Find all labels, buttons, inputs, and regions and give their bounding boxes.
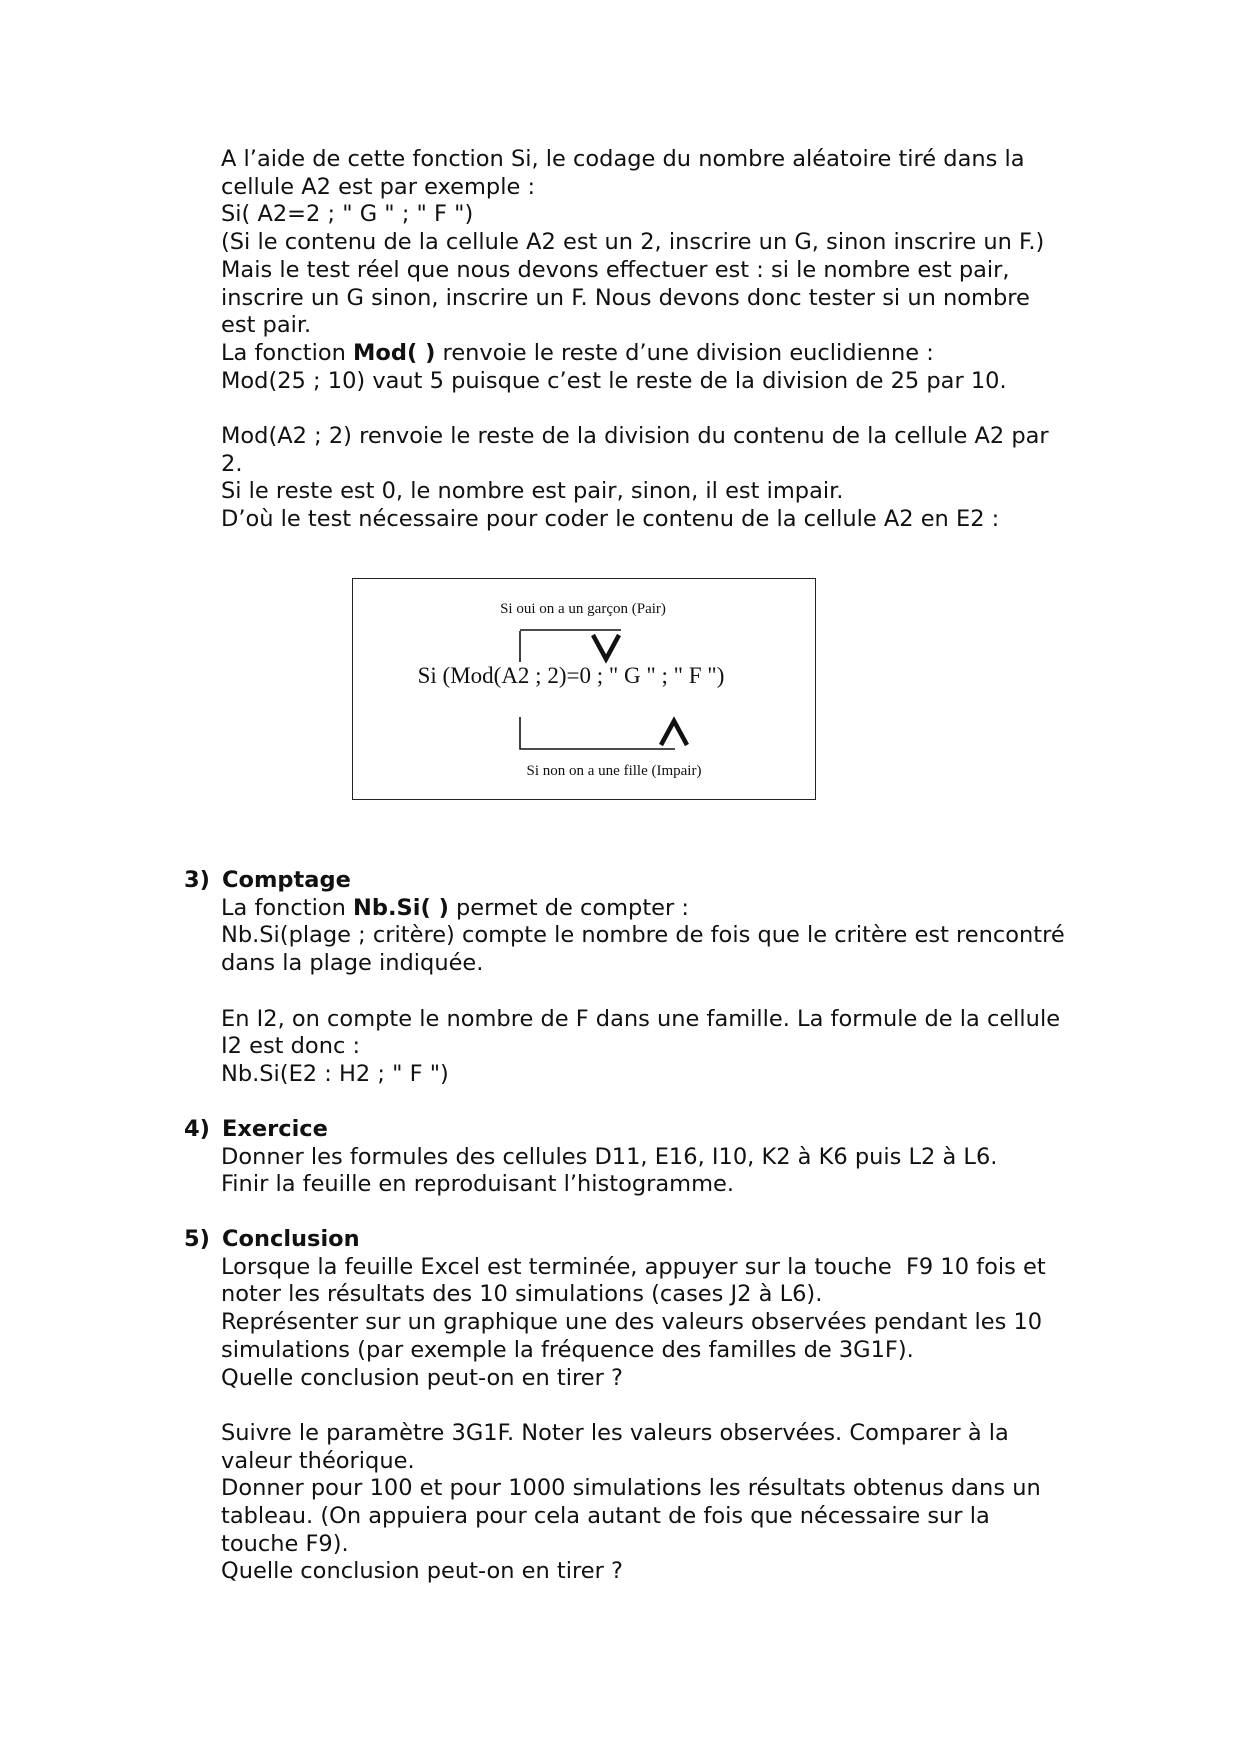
text-line: I2 est donc : [221, 1033, 361, 1060]
section-heading: 3) Comptage [184, 867, 351, 893]
formula-diagram [352, 578, 816, 800]
text-span: permet de compter : [448, 894, 689, 921]
text-span: La fonction [221, 339, 354, 366]
text-line: 2. [221, 450, 243, 477]
text-line: inscrire un G sinon, inscrire un F. Nous devons donc tester si un nombre [221, 284, 1030, 311]
text-line [221, 895, 1124, 923]
text-line: simulations (par exemple la fréquence des familles de 3G1F). [221, 1336, 914, 1363]
diagram-formula: Si (Mod(A2 ; 2)=0 ; " G " ; " F ") [417, 663, 725, 688]
text-line: Nb.Si(E2 : H2 ; " F ") [221, 1060, 449, 1087]
text-span: renvoie le reste d’une division euclidienne : [435, 339, 934, 366]
function-name-nbsi: Nb.Si( ) [353, 894, 449, 921]
text-span: La fonction [221, 894, 354, 921]
text-line: Mais le test réel que nous devons effectuer est : si le nombre est pair, [221, 256, 1010, 283]
text-line: tableau. (On appuiera pour cela autant de fois que nécessaire sur la [221, 1503, 990, 1530]
bottom-bracket-line [520, 717, 675, 749]
diagram-bottom-label: Si non on a une fille (Impair) [526, 763, 702, 779]
text-line: Si le reste est 0, le nombre est pair, sinon, il est impair. [221, 478, 844, 505]
section-exercice [184, 1116, 1124, 1199]
text-line: cellule A2 est par exemple : [221, 173, 536, 200]
text-line: (Si le contenu de la cellule A2 est un 2, inscrire un G, sinon inscrire un F.) [221, 229, 1045, 256]
text-line: Donner pour 100 et pour 1000 simulations les résultats obtenus dans un [221, 1475, 1041, 1502]
text-line: Nb.Si(plage ; critère) compte le nombre de fois que le critère est rencontré [221, 922, 1065, 949]
text-line: est pair. [221, 312, 312, 339]
text-line: touche F9). [221, 1530, 349, 1557]
function-name-mod: Mod( ) [353, 339, 436, 366]
text-line: D’où le test nécessaire pour coder le contenu de la cellule A2 en E2 : [221, 506, 1000, 533]
section-heading: 4) Exercice [184, 1116, 328, 1142]
text-line: Lorsque la feuille Excel est terminée, appuyer sur la touche F9 10 fois et [221, 1253, 1046, 1280]
text-line [221, 340, 1121, 368]
text-line: Finir la feuille en reproduisant l’histogramme. [221, 1171, 735, 1198]
text-line: A l’aide de cette fonction Si, le codage du nombre aléatoire tiré dans la [221, 146, 1025, 172]
text-line: valeur théorique. [221, 1447, 415, 1474]
text-line: Représenter sur un graphique une des valeurs observées pendant les 10 [221, 1309, 1043, 1336]
text-line: Donner les formules des cellules D11, E16, I10, K2 à K6 puis L2 à L6. [221, 1143, 998, 1170]
section-comptage [184, 867, 1124, 1089]
arrow-up-icon [661, 721, 687, 745]
text-line: Mod(A2 ; 2) renvoie le reste de la division du contenu de la cellule A2 par [221, 423, 1049, 450]
section-conclusion [184, 1226, 1124, 1586]
arrow-down-icon [593, 635, 619, 659]
text-line: dans la plage indiquée. [221, 950, 484, 977]
text-line: Quelle conclusion peut-on en tirer ? [221, 1558, 623, 1585]
text-line: Quelle conclusion peut-on en tirer ? [221, 1364, 623, 1391]
section-heading: 5) Conclusion [184, 1226, 360, 1252]
text-line: En I2, on compte le nombre de F dans une famille. La formule de la cellule [221, 1005, 1061, 1032]
text-line: Si( A2=2 ; " G " ; " F ") [221, 201, 474, 228]
text-line: Mod(25 ; 10) vaut 5 puisque c’est le reste de la division de 25 par 10. [221, 367, 1007, 394]
diagram-top-label: Si oui on a un garçon (Pair) [500, 601, 666, 617]
text-line: Suivre le paramètre 3G1F. Noter les valeurs observées. Comparer à la [221, 1419, 1009, 1446]
intro-text [221, 146, 1121, 534]
text-line: noter les résultats des 10 simulations (cases J2 à L6). [221, 1281, 823, 1308]
